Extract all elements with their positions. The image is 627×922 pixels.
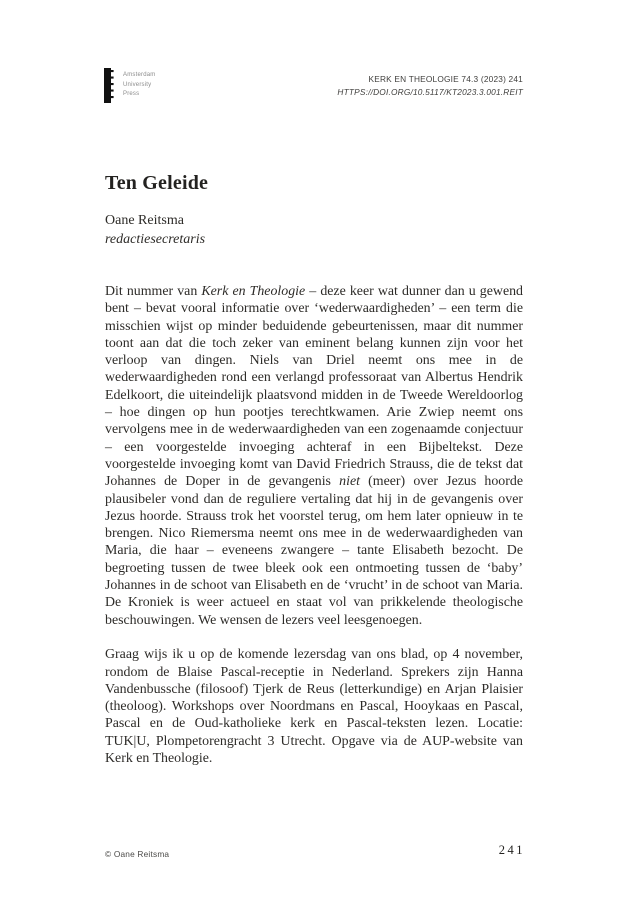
doi-text: HTTPS://DOI.ORG/10.5117/KT2023.3.001.REIT xyxy=(337,87,523,98)
journal-reference: KERK EN THEOLOGIE 74.3 (2023) 241 xyxy=(368,74,523,84)
aup-logo xyxy=(104,68,155,103)
logo-line: Press xyxy=(123,91,140,98)
running-head xyxy=(337,73,523,100)
page-number: 241 xyxy=(498,843,525,857)
copyright-notice: © Oane Reitsma xyxy=(105,849,170,859)
aup-logo-icon xyxy=(104,68,115,103)
aup-logo-text xyxy=(123,68,155,100)
text-segment: Dit nummer van xyxy=(105,284,202,299)
author-name: Oane Reitsma xyxy=(105,213,184,228)
italic-text-segment: niet xyxy=(339,474,360,490)
author-role: redactiesecretaris xyxy=(105,232,206,247)
text-segment: – deze keer wat dunner dan u gewend bent – bevat vooral informatie over ‘wederwaardigheden’ – een term die misschien wijst op minder beduidende gebeurtenissen, maar dit nummer toont aan dat die toch zeker van eminent belang kunnen zijn voor het verloop van dingen. Niels van Driel neemt ons mee in de wederwaardigheden rond een verlangd professoraat van Albertus Hendrik Edelkoort, die uiteindelijk plaatsvond midden in de Tweede Wereldoorlog – hoe dingen op hun pootjes terechtkwamen. Arie Zwiep neemt ons vervolgens mee in de wederwaardigheden van een zogenaamde conjectuur – een voorgestelde invoeging achteraf in een Bijbeltekst. Deze voorgestelde invoeging komt van David Friedrich Strauss, die de tekst dat Johannes de Doper in de gevangenis xyxy=(105,284,523,490)
logo-line: Amsterdam xyxy=(123,72,156,78)
article-title: Ten Geleide xyxy=(105,172,209,194)
logo-line: University xyxy=(123,81,152,88)
text-segment: (meer) over Jezus hoorde plausibeler vond dan de reguliere vertaling dat hij in de gevangenis over Jezus hoorde. Strauss trok het voorstel terug, om hem later opnieuw in te brengen. Nico Riemersma neemt ons mee in de wederwaardigheden van Maria, die haar – eveneens zwangere – tante Elisabeth bezocht. De begroeting tussen de twee bleek ook een ontmoeting tussen de ‘baby’ Johannes in de schoot van Elisabeth en de ‘vrucht’ in de schoot van Maria. De Kroniek is weer actueel en staat vol van prikkelende theologische beschouwingen. We wensen de lezers veel leesgenoegen. xyxy=(105,474,523,628)
text-segment: Graag wijs ik u op de komende lezersdag van ons blad, op 4 november, rondom de Blaise Pascal-receptie in Nederland. Sprekers zijn Hanna Vandenbussche (filosoof) Tjerk de Reus (letterkundige) en Arjan Plaisier (theoloog). Workshops over Noordmans en Pascal, Hooykaas en Pascal, Pascal en de Oud-katholieke kerk en Pascal-teksten lezen. Locatie: TUK|U, Plompetorengracht 3 Utrecht. Opgave via de AUP-website van Kerk en Theologie. xyxy=(105,647,523,767)
body-paragraph-2 xyxy=(105,646,523,767)
italic-text-segment: Kerk en Theologie xyxy=(201,284,306,299)
article-body xyxy=(105,283,523,785)
body-paragraph-1 xyxy=(105,283,523,629)
